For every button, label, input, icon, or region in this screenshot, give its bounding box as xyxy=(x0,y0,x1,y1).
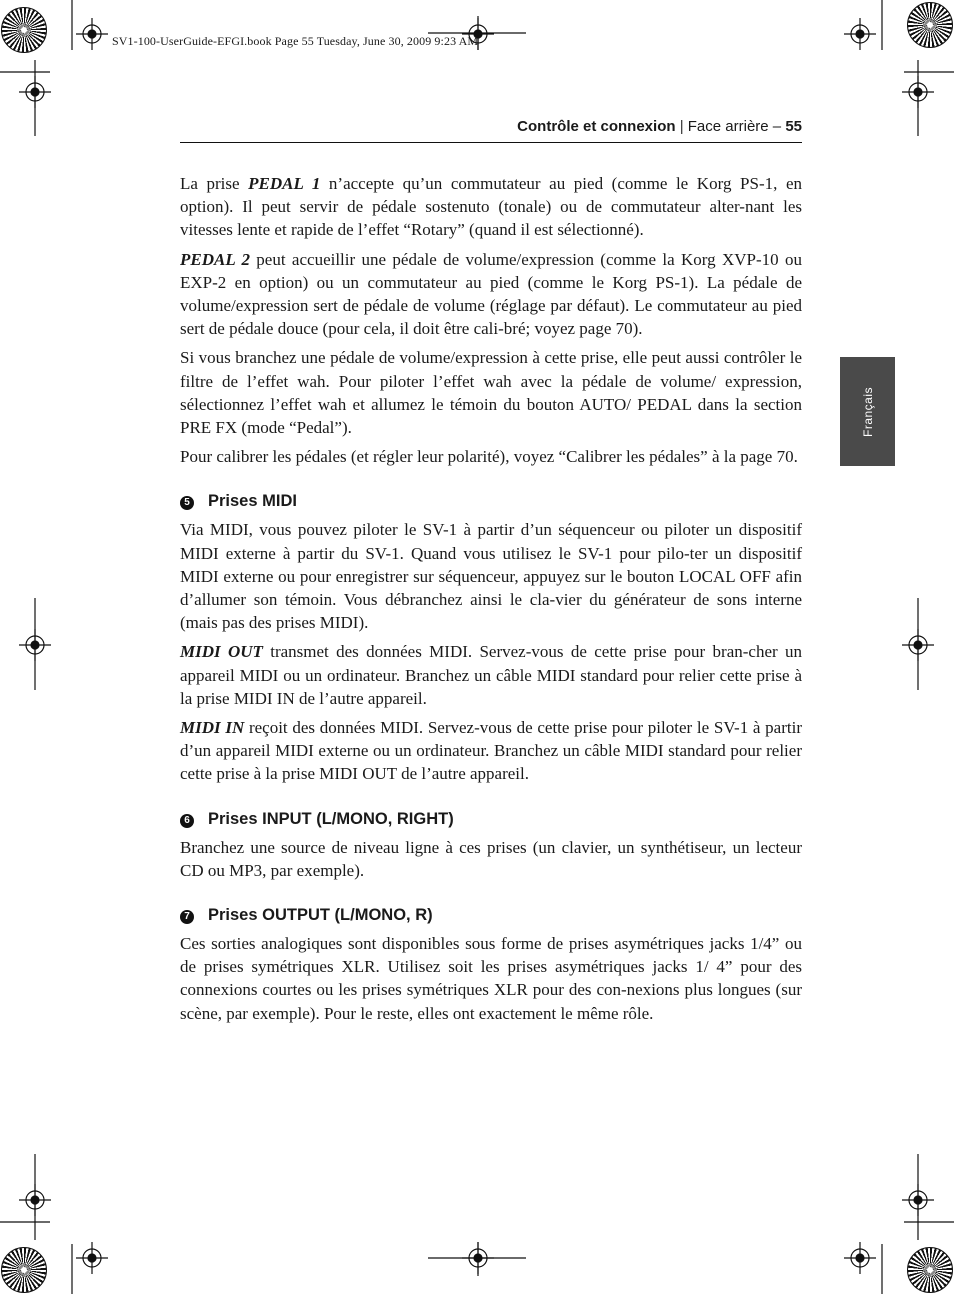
header-section: Contrôle et connexion xyxy=(517,118,676,135)
term-midi-out: MIDI OUT xyxy=(180,642,263,662)
paragraph-calibration: Pour calibrer les pédales (et régler leur polarité), voyez “Calibrer les pédales” à la page 70. xyxy=(180,447,798,467)
page-content xyxy=(180,172,802,1031)
print-slug: SV1-100-UserGuide-EFGI.book Page 55 Tuesday, June 30, 2009 9:23 AM xyxy=(112,34,479,48)
paragraph-midi: Via MIDI, vous pouvez piloter le SV-1 à partir d’un séquenceur ou piloter un dispositif MIDI externe à partir du SV-1. Quand vous utilisez le SV-1 pour pilo-ter un dispositif MIDI externe ou pour enregistrer sur séquenceur, appuyez sur le bouton LOCAL OFF afin d’allumer son témoin. Vous débranchez ainsi le cla-vier du générateur de sons interne (mais pas des prises MIDI). xyxy=(180,520,802,633)
language-tab xyxy=(840,357,895,466)
term-pedal1: PEDAL 1 xyxy=(248,174,321,193)
paragraph-wah: Si vous branchez une pédale de volume/expression à cette prise, elle peut aussi contrôler le filtre de l’effet wah. Pour piloter l’effet wah avec la pédale de volume/ expression, sélectionnez l’effet wah et allumez le témoin du bouton AUTO/ PEDAL dans la section PRE FX (mode “Pedal”). xyxy=(180,348,802,438)
running-header xyxy=(180,118,802,143)
section-heading-input: 6 Prises INPUT (L/MONO, RIGHT) xyxy=(180,808,802,830)
paragraph-pedal1: La prise PEDAL 1 n’accepte qu’un commutateur au pied (comme le Korg PS-1, en option). Il peut servir de pédale sostenuto (tonale) ou de commutateur alter-nant les vitesses lente et rapide de l’effet “Rotary” (quand il est sélectionné). xyxy=(180,174,802,240)
paragraph-output: Ces sorties analogiques sont disponibles sous forme de prises asymétriques jacks 1/4” ou de prises symétriques XLR. Utilisez soit les prises asymétriques jacks 1/ 4” pour des connexions courtes ou les prises symétriques XLR pour des con-nexions plus longues (sur scène, par exemple). Pour le reste, elles ont exactement le même rôle. xyxy=(180,934,802,1023)
section-number-badge: 5 xyxy=(180,496,194,510)
term-pedal2: PEDAL 2 xyxy=(180,249,250,269)
header-separator: | xyxy=(679,118,684,135)
paragraph-input: Branchez une source de niveau ligne à ces prises (un clavier, un synthétiseur, un lecteur CD ou MP3, par exemple). xyxy=(180,837,802,880)
page-number: 55 xyxy=(785,118,802,135)
section-heading-midi: 5 Prises MIDI xyxy=(180,490,802,512)
paragraph-midi-in: MIDI IN reçoit des données MIDI. Servez-vous de cette prise pour piloter le SV-1 à partir d’un appareil MIDI externe ou un ordinateur. Branchez un câble MIDI standard pour relier cette prise à la prise MIDI OUT de l’autre appareil. xyxy=(180,718,802,784)
section-heading-output: 7 Prises OUTPUT (L/MONO, R) xyxy=(180,904,802,926)
section-number-badge: 6 xyxy=(180,814,194,828)
header-dash: – xyxy=(772,118,782,135)
language-tab-label: Français xyxy=(860,386,875,437)
header-subsection: Face arrière xyxy=(687,118,769,135)
section-number-badge: 7 xyxy=(180,910,194,924)
paragraph-pedal2: PEDAL 2 peut accueillir une pédale de volume/expression (comme la Korg XVP-10 ou EXP-2 en option) ou un commutateur au pied (comme le Korg PS-1). La pédale de volume/expression sert de pédale de volume (réglage par défaut). Le commutateur au pied sert de pédale douce (pour cela, il doit être cali-bré; voyez page 70). xyxy=(180,249,802,339)
term-midi-in: MIDI IN xyxy=(180,718,245,738)
paragraph-midi-out: MIDI OUT transmet des données MIDI. Servez-vous de cette prise pour bran-cher un appareil MIDI ou un ordinateur. Branchez un câble MIDI standard pour relier cette prise à la prise MIDI IN de l’autre appareil. xyxy=(180,642,802,708)
